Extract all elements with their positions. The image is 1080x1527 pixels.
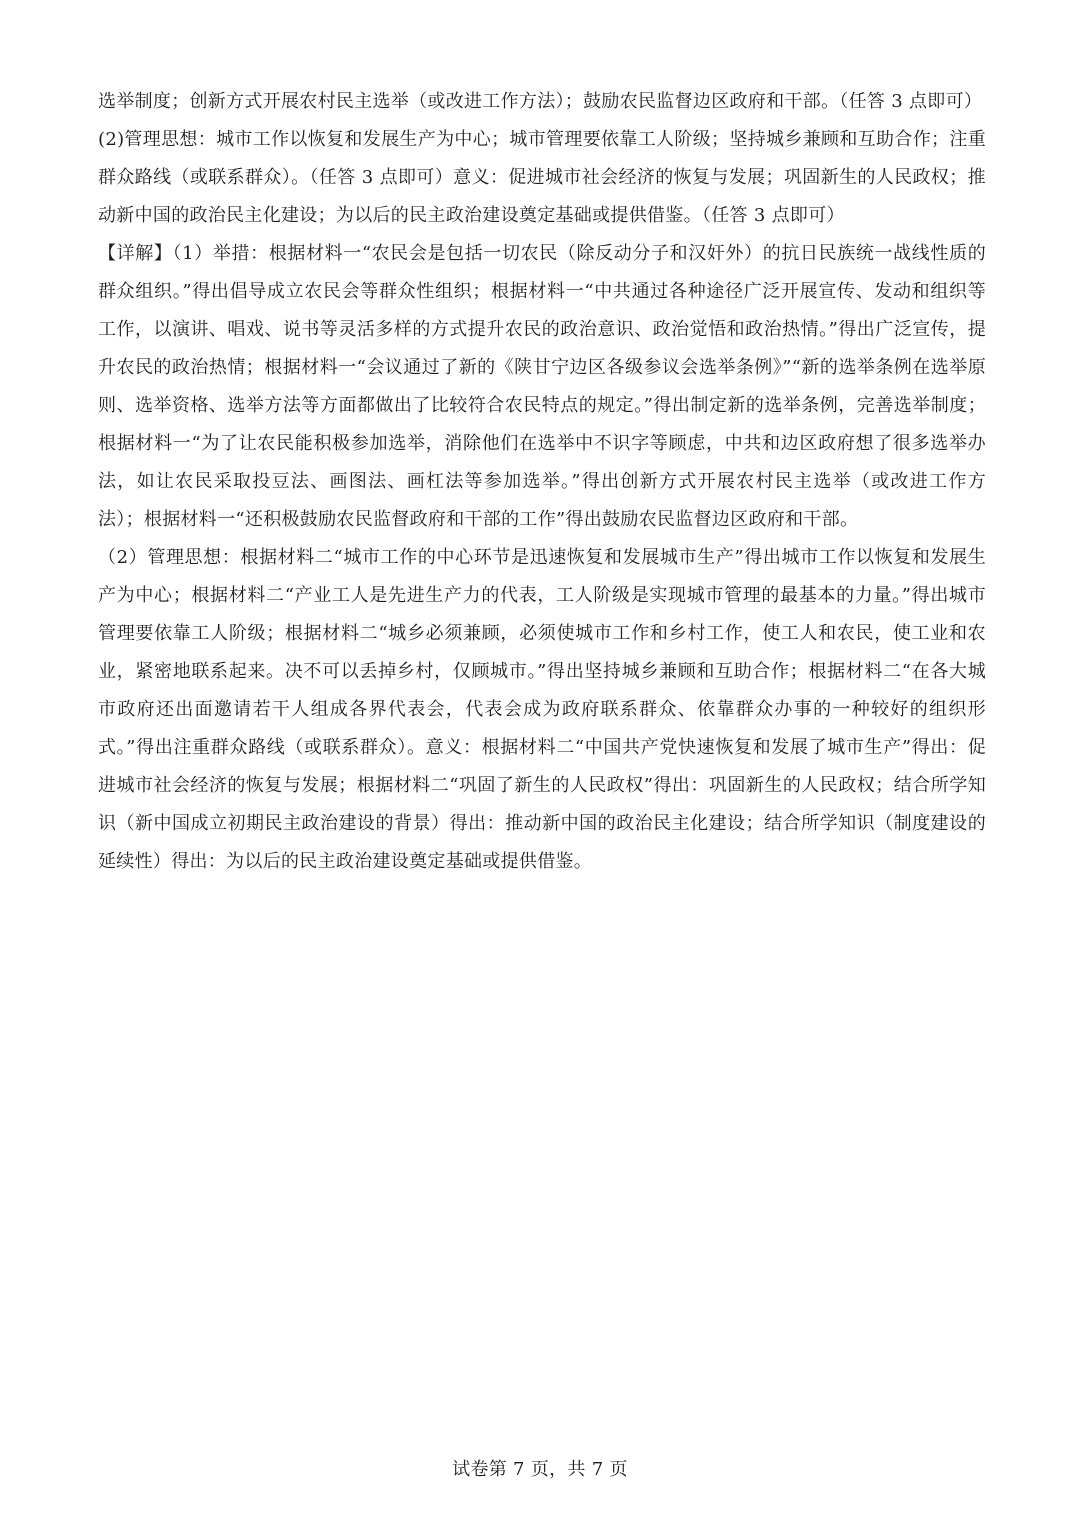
document-body [98, 83, 986, 881]
page-footer: 试卷第 7 页，共 7 页 [452, 1459, 628, 1480]
answer-part-1-continuation: 选举制度；创新方式开展农村民主选举（或改进工作方法）；鼓励农民监督边区政府和干部。（任答 3 点即可） [98, 91, 983, 112]
explanation-part-2: （2）管理思想：根据材料二“城市工作的中心环节是迅速恢复和发展城市生产”得出城市工作以恢复和发展生产为中心；根据材料二“产业工人是先进生产力的代表，工人阶级是实现城市管理的最基本的力量。”得出城市管理要依靠工人阶级；根据材料二“城乡必须兼顾，必须使城市工作和乡村工作，使工人和农民，使工业和农业，紧密地联系起来。决不可以丢掉乡村，仅顾城市。”得出坚持城乡兼顾和互助合作；根据材料二“在各大城市政府还出面邀请若干人组成各界代表会，代表会成为政府联系群众、依靠群众办事的一种较好的组织形式。”得出注重群众路线（或联系群众）。意义：根据材料二“中国共产党快速恢复和发展了城市生产”得出：促进城市社会经济的恢复与发展；根据材料二“巩固了新生的人民政权”得出：巩固新生的人民政权；结合所学知识（新中国成立初期民主政治建设的背景）得出：推动新中国的政治民主化建设；结合所学知识（制度建设的延续性）得出：为以后的民主政治建设奠定基础或提供借鉴。 [98, 547, 986, 872]
explanation-part-1: 【详解】（1）举措：根据材料一“农民会是包括一切农民（除反动分子和汉奸外）的抗日民族统一战线性质的群众组织。”得出倡导成立农民会等群众性组织；根据材料一“中共通过各种途径广泛开展宣传、发动和组织等工作，以演讲、唱戏、说书等灵活多样的方式提升农民的政治意识、政治觉悟和政治热情。”得出广泛宣传，提升农民的政治热情；根据材料一“会议通过了新的《陕甘宁边区各级参议会选举条例》”“新的选举条例在选举原则、选举资格、选举方法等方面都做出了比较符合农民特点的规定。”得出制定新的选举条例，完善选举制度；根据材料一“为了让农民能积极参加选举，消除他们在选举中不识字等顾虑，中共和边区政府想了很多选举办法，如让农民采取投豆法、画图法、画杠法等参加选举。”得出创新方式开展农村民主选举（或改进工作方法）；根据材料一“还积极鼓励农民监督政府和干部的工作”得出鼓励农民监督边区政府和干部。 [98, 243, 986, 530]
answer-part-2: (2)管理思想：城市工作以恢复和发展生产为中心；城市管理要依靠工人阶级；坚持城乡兼顾和互助合作；注重群众路线（或联系群众）。（任答 3 点即可）意义：促进城市社会经济的恢复与发展；巩固新生的人民政权；推动新中国的政治民主化建设；为以后的民主政治建设奠定基础或提供借鉴。（任答 3 点即可） [98, 129, 986, 226]
